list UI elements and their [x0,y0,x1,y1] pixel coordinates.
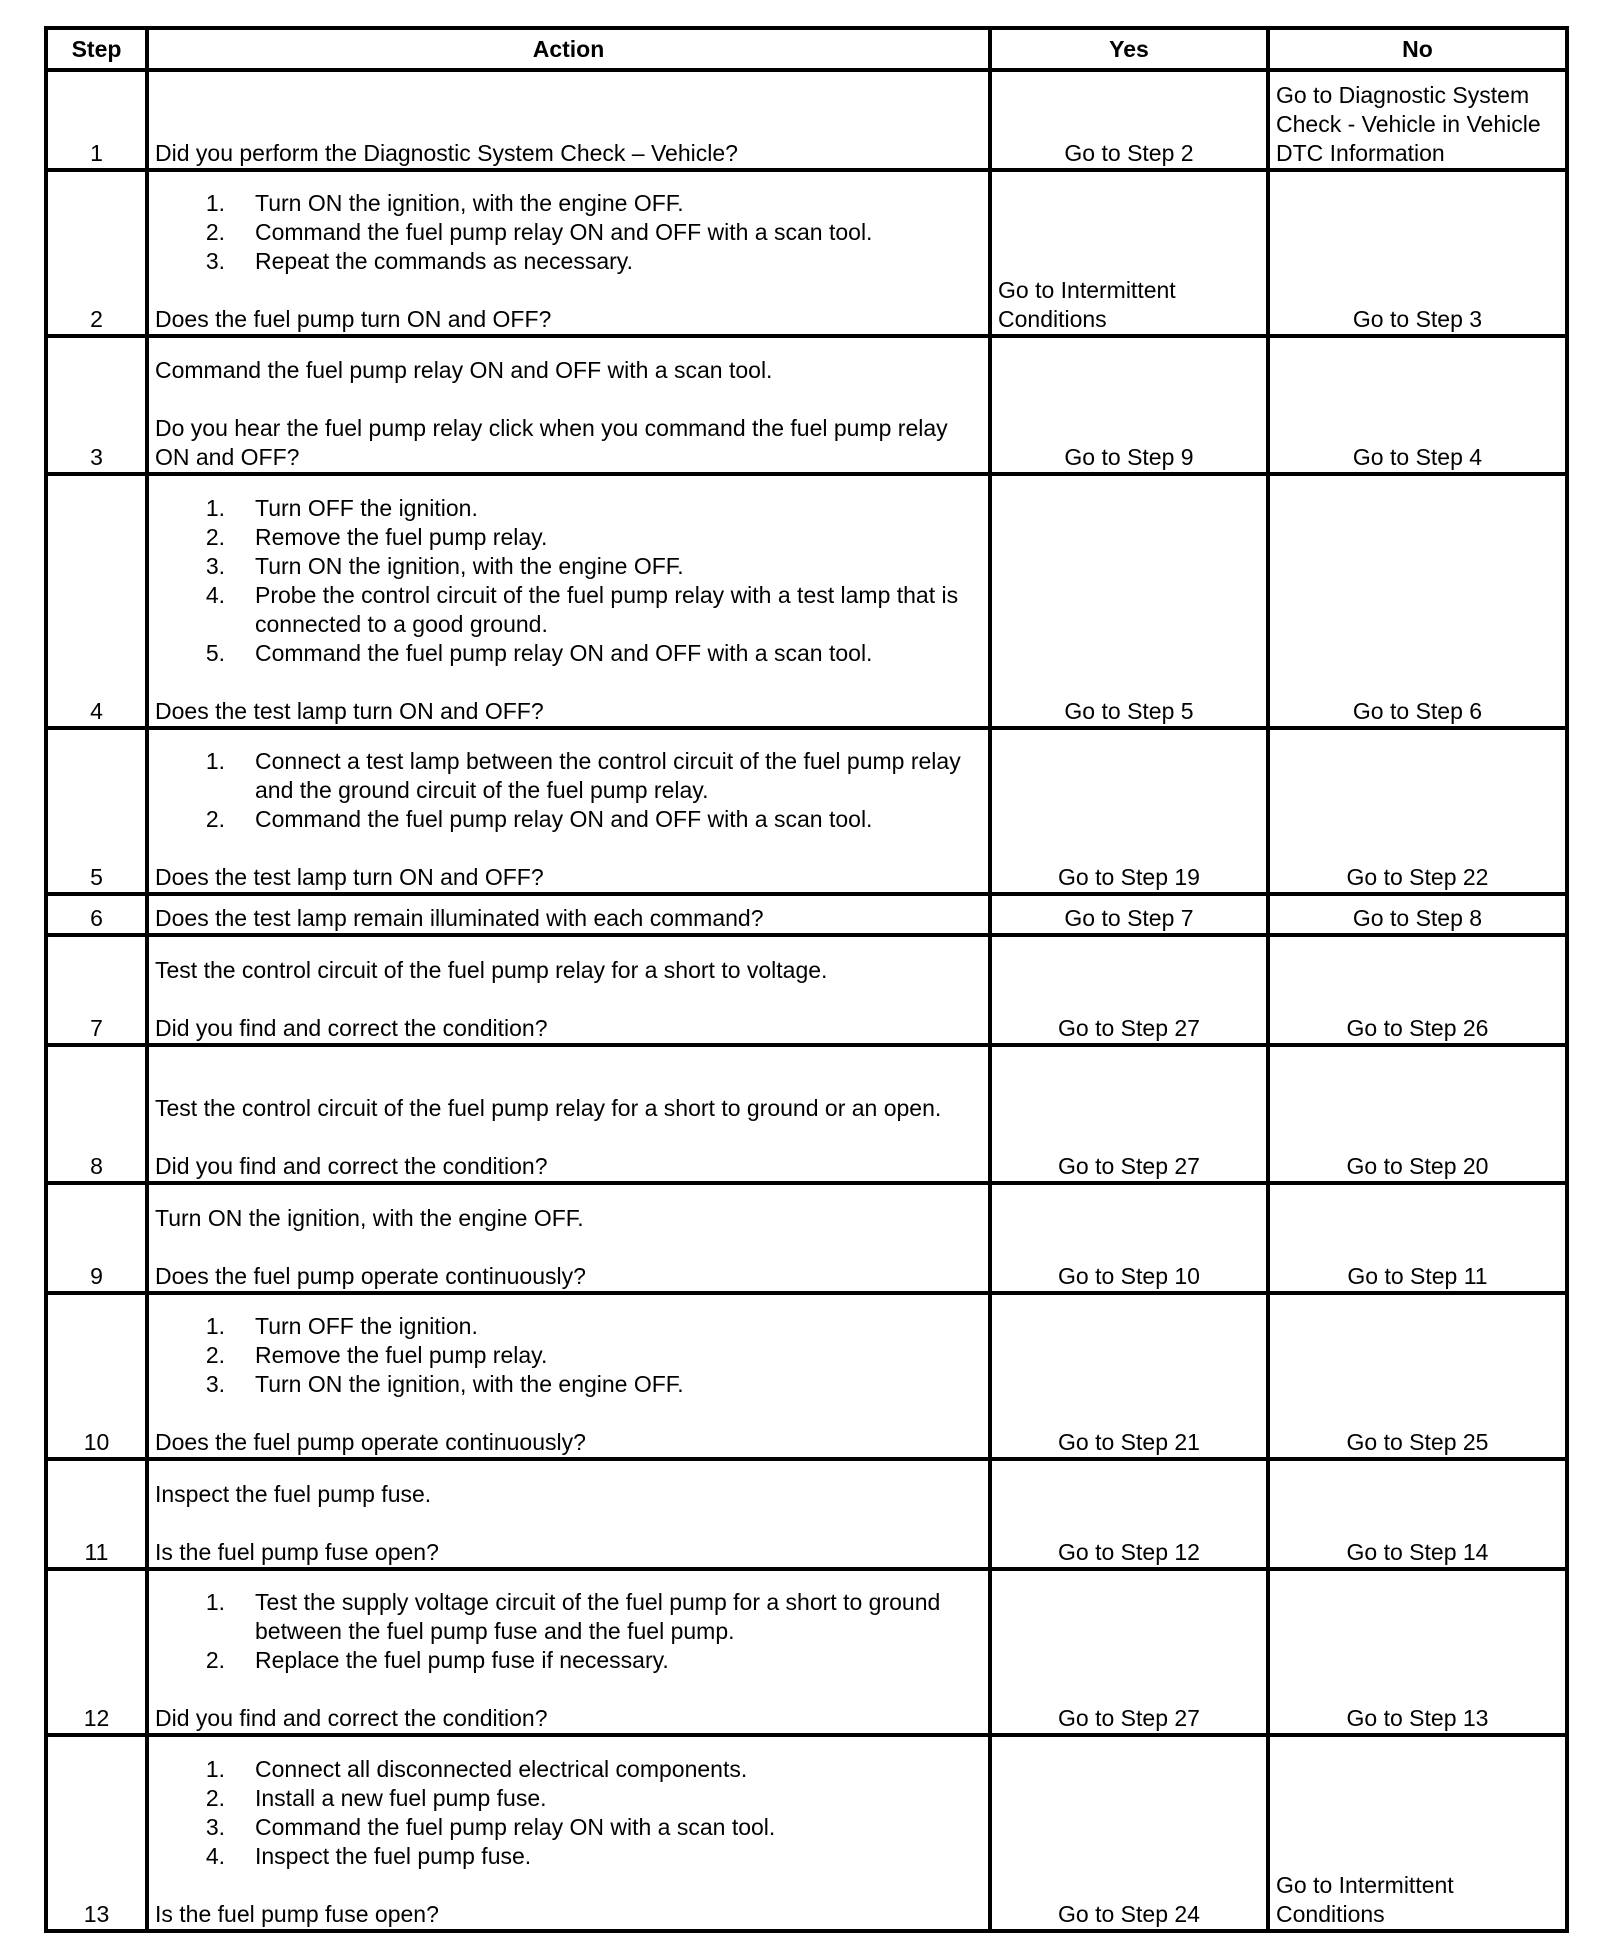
yes-result: Go to Intermittent Conditions [990,170,1268,336]
list-item-text: Turn OFF the ignition. [255,1313,478,1339]
table-row [46,70,1567,170]
table-row [46,1569,1567,1735]
list-item-text: Remove the fuel pump relay. [255,524,548,550]
list-item-number: 3. [205,553,225,579]
list-item-number: 4. [205,582,225,608]
list-item-number: 2. [205,1342,225,1368]
list-item-text: Turn ON the ignition, with the engine OFF. [255,190,684,216]
yes-result: Go to Step 21 [990,1293,1268,1459]
list-item [155,552,982,581]
step-number: 11 [46,1459,147,1569]
list-item-text: Install a new fuel pump fuse. [255,1785,547,1811]
table-row [46,1045,1567,1183]
yes-result: Go to Step 10 [990,1183,1268,1293]
no-result: Go to Step 25 [1268,1293,1567,1459]
list-item [155,1784,982,1813]
list-item-number: 1. [205,1756,225,1782]
action-question: Does the fuel pump turn ON and OFF? [155,306,552,332]
table-row [46,1183,1567,1293]
yes-result: Go to Step 19 [990,728,1268,894]
step-number: 7 [46,935,147,1045]
list-item [155,1370,982,1399]
list-item [155,218,982,247]
yes-result: Go to Step 7 [990,894,1268,935]
step-number: 6 [46,894,147,935]
yes-result: Go to Step 27 [990,935,1268,1045]
list-item-number: 2. [205,1785,225,1811]
no-result: Go to Step 8 [1268,894,1567,935]
table-row [46,894,1567,935]
no-result: Go to Step 3 [1268,170,1567,336]
list-item-number: 2. [205,806,225,832]
list-item [155,494,982,523]
header-row [46,28,1567,70]
list-item-number: 3. [205,1814,225,1840]
yes-result: Go to Step 24 [990,1735,1268,1931]
diagnostic-table [44,26,1569,1933]
list-item [155,805,982,834]
table-row [46,935,1567,1045]
list-item-number: 1. [205,1313,225,1339]
no-result: Go to Step 22 [1268,728,1567,894]
list-item [155,1646,982,1675]
list-item [155,523,982,552]
list-item-text: Turn ON the ignition, with the engine OFF. [255,1371,684,1397]
list-item [155,1842,982,1871]
list-item-number: 1. [205,495,225,521]
list-item [155,581,982,639]
header-yes: Yes [990,28,1268,70]
header-step: Step [46,28,147,70]
step-number: 4 [46,474,147,728]
list-item-number: 3. [205,1371,225,1397]
action-instruction: Test the control circuit of the fuel pump relay for a short to ground or an open. [155,1095,942,1121]
list-item [155,189,982,218]
action-question: Does the fuel pump operate continuously? [155,1429,586,1455]
header-no: No [1268,28,1567,70]
action-instruction: Command the fuel pump relay ON and OFF with a scan tool. [155,357,773,383]
list-item [155,1755,982,1784]
action-steps-list [155,189,982,276]
table-row [46,728,1567,894]
yes-result: Go to Step 9 [990,336,1268,474]
list-item-text: Turn ON the ignition, with the engine OFF. [255,553,684,579]
list-item-number: 3. [205,248,225,274]
header-action: Action [147,28,990,70]
yes-result: Go to Step 27 [990,1569,1268,1735]
yes-result: Go to Step 5 [990,474,1268,728]
step-number: 1 [46,70,147,170]
list-item-number: 2. [205,219,225,245]
action-cell [147,70,990,170]
action-cell [147,1735,990,1931]
action-question: Does the test lamp turn ON and OFF? [155,698,544,724]
list-item-text: Replace the fuel pump fuse if necessary. [255,1647,669,1673]
step-number: 12 [46,1569,147,1735]
action-cell [147,1183,990,1293]
no-result: Go to Step 14 [1268,1459,1567,1569]
list-item-number: 4. [205,1843,225,1869]
action-steps-list [155,494,982,668]
step-number: 13 [46,1735,147,1931]
list-item [155,1312,982,1341]
action-cell [147,935,990,1045]
no-result: Go to Step 4 [1268,336,1567,474]
action-question: Is the fuel pump fuse open? [155,1901,439,1927]
list-item-number: 1. [205,1589,225,1615]
action-question: Do you hear the fuel pump relay click when you command the fuel pump relay ON and OFF? [155,415,948,470]
no-result: Go to Intermittent Conditions [1268,1735,1567,1931]
action-cell [147,1045,990,1183]
action-steps-list [155,747,982,834]
list-item [155,747,982,805]
list-item [155,247,982,276]
action-question: Does the fuel pump operate continuously? [155,1263,586,1289]
list-item [155,1813,982,1842]
action-cell [147,894,990,935]
table-row [46,336,1567,474]
action-cell [147,170,990,336]
action-steps-list [155,1588,982,1675]
list-item-text: Command the fuel pump relay ON and OFF with a scan tool. [255,640,873,666]
list-item-text: Command the fuel pump relay ON and OFF with a scan tool. [255,806,873,832]
action-question: Is the fuel pump fuse open? [155,1539,439,1565]
action-question: Did you find and correct the condition? [155,1705,548,1731]
action-question: Did you find and correct the condition? [155,1015,548,1041]
list-item-text: Inspect the fuel pump fuse. [255,1843,532,1869]
action-instruction: Turn ON the ignition, with the engine OFF. [155,1205,584,1231]
list-item-text: Turn OFF the ignition. [255,495,478,521]
no-result: Go to Step 6 [1268,474,1567,728]
list-item-text: Repeat the commands as necessary. [255,248,633,274]
list-item-text: Test the supply voltage circuit of the fuel pump for a short to ground between the fuel pump fuse and the fuel pump. [255,1589,941,1644]
list-item-text: Probe the control circuit of the fuel pump relay with a test lamp that is connected to a good ground. [255,582,959,637]
action-question: Does the test lamp remain illuminated with each command? [155,905,764,931]
table-row [46,170,1567,336]
table-row [46,1293,1567,1459]
action-cell [147,1569,990,1735]
table-row [46,1459,1567,1569]
action-cell [147,474,990,728]
yes-result: Go to Step 27 [990,1045,1268,1183]
action-instruction: Did you perform the Diagnostic System Check – Vehicle? [155,140,738,166]
list-item-text: Remove the fuel pump relay. [255,1342,548,1368]
no-result: Go to Diagnostic System Check - Vehicle in Vehicle DTC Information [1268,70,1567,170]
step-number: 10 [46,1293,147,1459]
step-number: 2 [46,170,147,336]
list-item [155,1588,982,1646]
action-question: Did you find and correct the condition? [155,1153,548,1179]
action-cell [147,1293,990,1459]
step-number: 3 [46,336,147,474]
list-item-number: 5. [205,640,225,666]
table-row [46,474,1567,728]
yes-result: Go to Step 12 [990,1459,1268,1569]
action-cell [147,1459,990,1569]
step-number: 5 [46,728,147,894]
action-instruction: Inspect the fuel pump fuse. [155,1481,432,1507]
list-item-text: Command the fuel pump relay ON and OFF with a scan tool. [255,219,873,245]
list-item-number: 2. [205,524,225,550]
action-steps-list [155,1755,982,1871]
step-number: 8 [46,1045,147,1183]
list-item [155,1341,982,1370]
list-item-number: 2. [205,1647,225,1673]
no-result: Go to Step 13 [1268,1569,1567,1735]
action-cell [147,728,990,894]
no-result: Go to Step 11 [1268,1183,1567,1293]
list-item-text: Connect all disconnected electrical components. [255,1756,748,1782]
step-number: 9 [46,1183,147,1293]
list-item [155,639,982,668]
list-item-text: Command the fuel pump relay ON with a scan tool. [255,1814,776,1840]
action-question: Does the test lamp turn ON and OFF? [155,864,544,890]
action-instruction: Test the control circuit of the fuel pump relay for a short to voltage. [155,957,828,983]
action-steps-list [155,1312,982,1399]
list-item-text: Connect a test lamp between the control circuit of the fuel pump relay and the ground circuit of the fuel pump relay. [255,748,961,803]
no-result: Go to Step 20 [1268,1045,1567,1183]
no-result: Go to Step 26 [1268,935,1567,1045]
yes-result: Go to Step 2 [990,70,1268,170]
list-item-number: 1. [205,190,225,216]
table-row [46,1735,1567,1931]
action-cell [147,336,990,474]
list-item-number: 1. [205,748,225,774]
